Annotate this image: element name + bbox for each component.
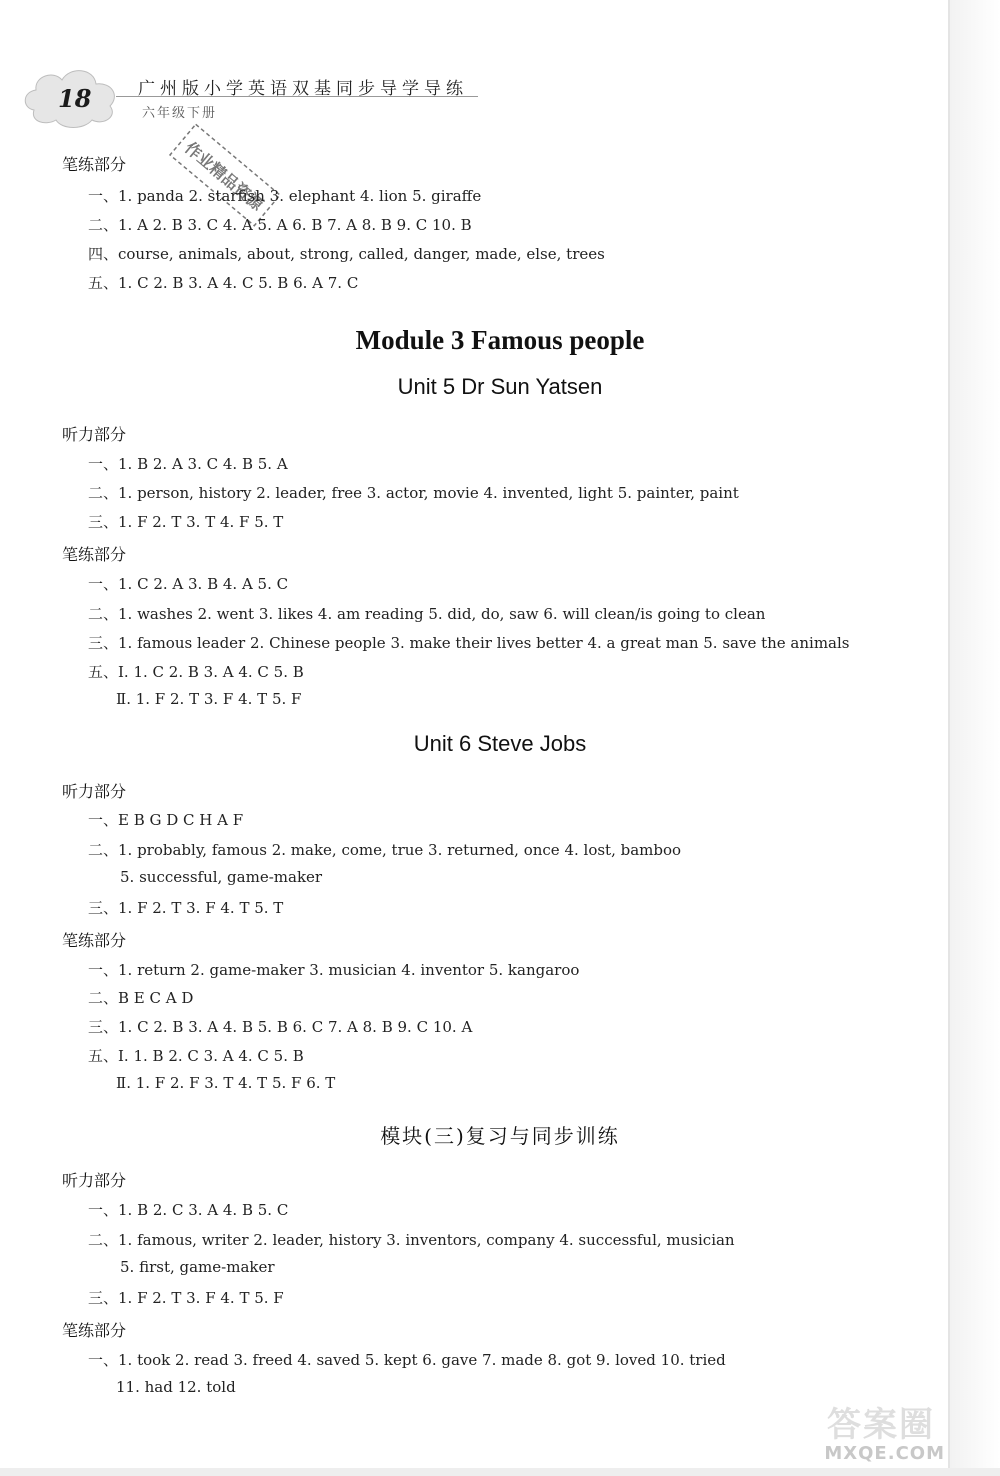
page-number: 18 [58,84,92,113]
answer-line: 二、1. A 2. B 3. C 4. A 5. A 6. B 7. A 8. B 9. C 10. B [88,216,472,234]
watermark-logo: 答案圈 [827,1405,935,1445]
book-title: 广州版小学英语双基同步导学导练 [138,79,468,99]
answer-line: 三、1. F 2. T 3. F 4. T 5. T [88,899,284,917]
book-subtitle: 六年级下册 [142,106,218,121]
answer-line: 二、B E C A D [88,989,194,1007]
answer-line: 四、course, animals, about, strong, called, danger, made, else, trees [88,245,605,263]
watermark [805,1394,945,1464]
stamp-text: 作业精品资源 [181,138,267,215]
section-heading: 笔练部分 [62,1321,127,1340]
answer-line: 一、E B G D C H A F [88,811,244,829]
section-heading: 笔练部分 [62,931,127,950]
answer-line: 11. had 12. told [116,1378,236,1396]
answer-line: 一、1. return 2. game-maker 3. musician 4. inventor 5. kangaroo [88,961,580,979]
answer-line: 二、1. washes 2. went 3. likes 4. am reading 5. did, do, saw 6. will clean/is going to clean [88,605,766,623]
answer-line: 二、1. probably, famous 2. make, come, true 3. returned, once 4. lost, bamboo [88,841,682,859]
answer-line: 一、1. panda 2. starfish 3. elephant 4. lion 5. giraffe [88,187,482,205]
answer-line: 二、1. famous, writer 2. leader, history 3. inventors, company 4. successful, musician [88,1231,735,1249]
answer-line: 一、1. took 2. read 3. freed 4. saved 5. kept 6. gave 7. made 8. got 9. loved 10. tried [88,1351,726,1369]
section-heading: 听力部分 [62,425,127,444]
answer-line: 三、1. famous leader 2. Chinese people 3. make their lives better 4. a great man 5. save the animals [88,634,850,652]
answer-line: 五、Ⅰ. 1. C 2. B 3. A 4. C 5. B [88,663,304,681]
answer-line: 5. first, game-maker [120,1258,275,1276]
answer-line: 一、1. B 2. A 3. C 4. B 5. A [88,455,288,473]
section-heading: 笔练部分 [62,545,127,564]
answer-line: 五、1. C 2. B 3. A 4. C 5. B 6. A 7. C [88,274,359,292]
answer-line: 一、1. B 2. C 3. A 4. B 5. C [88,1201,289,1219]
section-heading: 笔练部分 [62,155,127,174]
answer-line: Ⅱ. 1. F 2. F 3. T 4. T 5. F 6. T [116,1074,336,1092]
module-title: Module 3 Famous people [355,325,645,355]
watermark-url: MXQE.COM [824,1443,945,1464]
unit-title: Unit 5 Dr Sun Yatsen [397,374,603,399]
review-title: 模块(三)复习与同步训练 [380,1124,620,1148]
section-heading: 听力部分 [62,1171,127,1190]
unit-title: Unit 6 Steve Jobs [413,731,587,756]
answer-line: 五、Ⅰ. 1. B 2. C 3. A 4. C 5. B [88,1047,304,1065]
answer-line: Ⅱ. 1. F 2. T 3. F 4. T 5. F [116,690,302,708]
answer-line: 二、1. person, history 2. leader, free 3. actor, movie 4. invented, light 5. painter, paint [88,484,739,502]
answer-line: 三、1. C 2. B 3. A 4. B 5. B 6. C 7. A 8. B 9. C 10. A [88,1018,473,1036]
answer-line: 三、1. F 2. T 3. T 4. F 5. T [88,513,284,531]
answer-line: 一、1. C 2. A 3. B 4. A 5. C [88,575,289,593]
section-heading: 听力部分 [62,782,127,801]
answer-line: 5. successful, game-maker [120,868,323,886]
bottom-band [0,1468,1000,1476]
answer-line: 三、1. F 2. T 3. F 4. T 5. F [88,1289,284,1307]
